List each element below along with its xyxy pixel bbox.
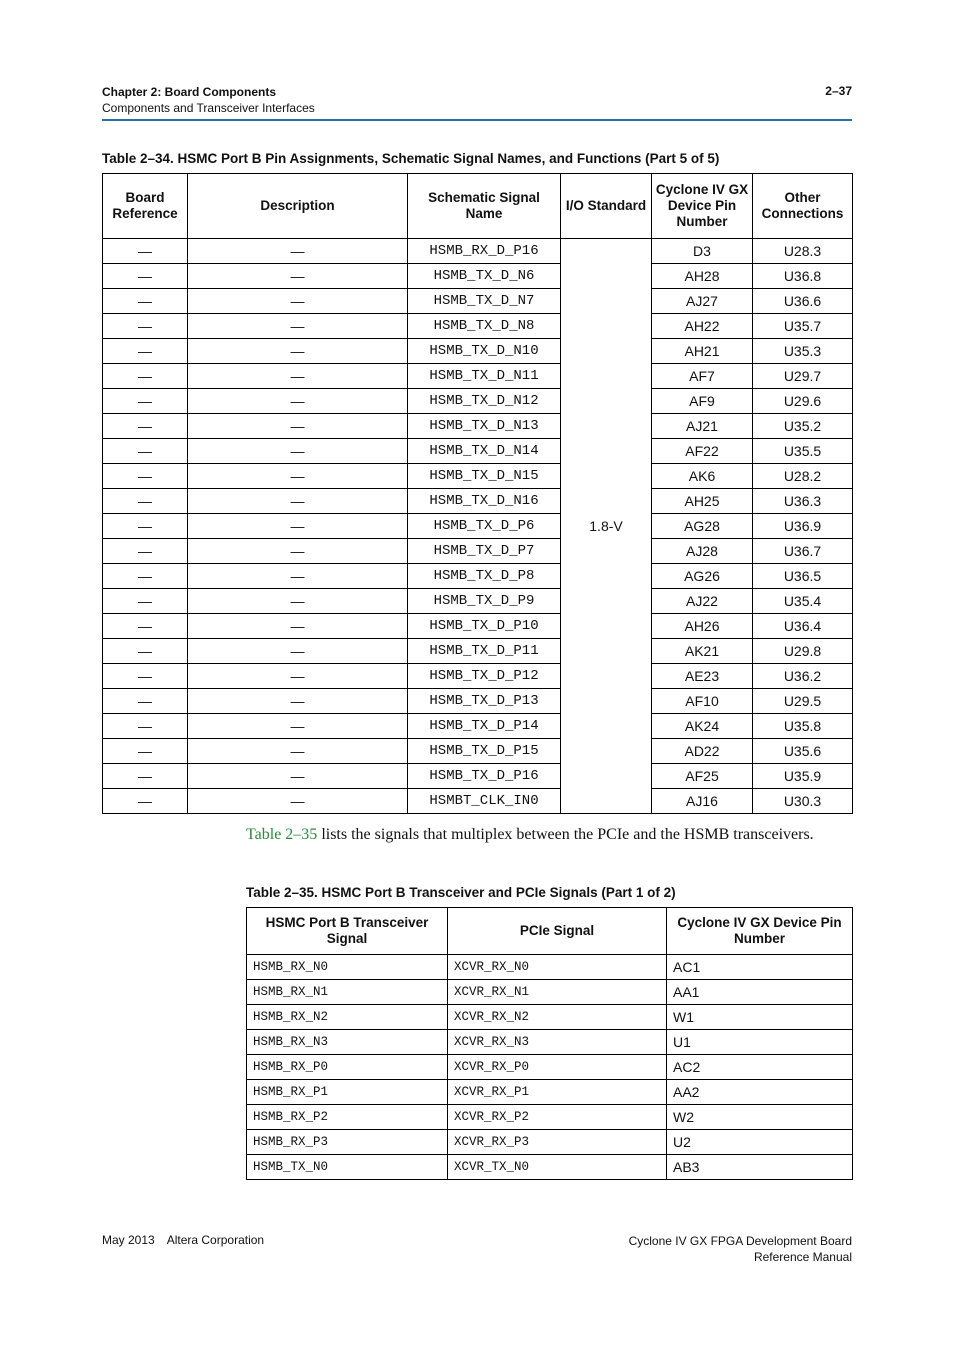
board-reference-cell: — xyxy=(103,539,188,564)
description-cell: — xyxy=(188,264,408,289)
table-row xyxy=(103,514,853,539)
other-connections-cell: U36.8 xyxy=(753,264,853,289)
description-cell: — xyxy=(188,714,408,739)
footer-right xyxy=(629,1233,852,1265)
signal-name-cell: HSMB_TX_D_P12 xyxy=(408,664,561,689)
paragraph-text: lists the signals that multiplex between the PCIe and the HSMB transceivers. xyxy=(317,826,814,843)
board-reference-cell: — xyxy=(103,264,188,289)
board-reference-cell: — xyxy=(103,314,188,339)
board-reference-cell: — xyxy=(103,589,188,614)
table-row xyxy=(247,955,853,980)
device-pin-cell: AA1 xyxy=(667,980,853,1005)
table-row xyxy=(103,464,853,489)
table1-body xyxy=(103,239,853,814)
hsmc-signal-cell: HSMB_RX_N3 xyxy=(247,1030,448,1055)
io-standard-cell: 1.8-V xyxy=(561,239,652,814)
pin-number-cell: D3 xyxy=(652,239,753,264)
other-connections-cell: U36.7 xyxy=(753,539,853,564)
other-connections-cell: U36.4 xyxy=(753,614,853,639)
pin-number-cell: AG28 xyxy=(652,514,753,539)
table-row xyxy=(247,1005,853,1030)
description-cell: — xyxy=(188,339,408,364)
table-row xyxy=(247,980,853,1005)
table-row xyxy=(103,789,853,814)
pin-number-cell: AJ28 xyxy=(652,539,753,564)
pcie-signal-cell: XCVR_RX_N3 xyxy=(448,1030,667,1055)
pcie-signal-cell: XCVR_RX_P1 xyxy=(448,1080,667,1105)
hsmc-signal-cell: HSMB_RX_N2 xyxy=(247,1005,448,1030)
col-pcie-signal: PCIe Signal xyxy=(448,908,667,955)
signal-name-cell: HSMB_TX_D_P16 xyxy=(408,764,561,789)
other-connections-cell: U29.8 xyxy=(753,639,853,664)
pin-assignments-table xyxy=(102,173,853,814)
pin-number-cell: AJ16 xyxy=(652,789,753,814)
signal-name-cell: HSMB_TX_D_N13 xyxy=(408,414,561,439)
hsmc-signal-cell: HSMB_RX_N0 xyxy=(247,955,448,980)
table-row xyxy=(103,614,853,639)
description-cell: — xyxy=(188,739,408,764)
other-connections-cell: U28.2 xyxy=(753,464,853,489)
signal-name-cell: HSMB_TX_D_P15 xyxy=(408,739,561,764)
device-pin-cell: U1 xyxy=(667,1030,853,1055)
footer-subtitle: Reference Manual xyxy=(753,1250,852,1264)
intro-paragraph xyxy=(246,824,846,845)
description-cell: — xyxy=(188,789,408,814)
table-row xyxy=(103,739,853,764)
board-reference-cell: — xyxy=(103,714,188,739)
description-cell: — xyxy=(188,364,408,389)
board-reference-cell: — xyxy=(103,364,188,389)
signal-name-cell: HSMB_TX_D_P10 xyxy=(408,614,561,639)
description-cell: — xyxy=(188,239,408,264)
description-cell: — xyxy=(188,689,408,714)
pcie-signal-cell: XCVR_RX_P3 xyxy=(448,1130,667,1155)
pin-number-cell: AJ22 xyxy=(652,589,753,614)
description-cell: — xyxy=(188,764,408,789)
hsmc-signal-cell: HSMB_RX_P2 xyxy=(247,1105,448,1130)
pcie-signal-cell: XCVR_RX_N0 xyxy=(448,955,667,980)
pin-number-cell: AH26 xyxy=(652,614,753,639)
table-row xyxy=(103,714,853,739)
board-reference-cell: — xyxy=(103,614,188,639)
other-connections-cell: U36.6 xyxy=(753,289,853,314)
description-cell: — xyxy=(188,314,408,339)
board-reference-cell: — xyxy=(103,439,188,464)
table-row xyxy=(103,289,853,314)
pin-number-cell: AJ21 xyxy=(652,414,753,439)
col-other-connections: Other Connections xyxy=(753,174,853,239)
other-connections-cell: U28.3 xyxy=(753,239,853,264)
signal-name-cell: HSMB_RX_D_P16 xyxy=(408,239,561,264)
board-reference-cell: — xyxy=(103,789,188,814)
table-row xyxy=(103,539,853,564)
description-cell: — xyxy=(188,664,408,689)
transceiver-pcie-table xyxy=(246,907,853,1180)
pcie-signal-cell: XCVR_RX_N2 xyxy=(448,1005,667,1030)
device-pin-cell: W1 xyxy=(667,1005,853,1030)
chapter-title: Chapter 2: Board Components xyxy=(102,85,277,99)
signal-name-cell: HSMB_TX_D_N15 xyxy=(408,464,561,489)
table-row xyxy=(247,1055,853,1080)
table-row xyxy=(247,1080,853,1105)
footer-company: Altera Corporation xyxy=(166,1233,265,1247)
signal-name-cell: HSMB_TX_D_N14 xyxy=(408,439,561,464)
board-reference-cell: — xyxy=(103,489,188,514)
col-hsmc-signal: HSMC Port B Transceiver Signal xyxy=(247,908,448,955)
table-row xyxy=(103,314,853,339)
other-connections-cell: U35.8 xyxy=(753,714,853,739)
signal-name-cell: HSMB_TX_D_P13 xyxy=(408,689,561,714)
header-rule xyxy=(102,119,852,121)
pin-number-cell: AF22 xyxy=(652,439,753,464)
board-reference-cell: — xyxy=(103,764,188,789)
signal-name-cell: HSMB_TX_D_N6 xyxy=(408,264,561,289)
signal-name-cell: HSMB_TX_D_P8 xyxy=(408,564,561,589)
board-reference-cell: — xyxy=(103,639,188,664)
pcie-signal-cell: XCVR_RX_P0 xyxy=(448,1055,667,1080)
pin-number-cell: AG26 xyxy=(652,564,753,589)
device-pin-cell: AA2 xyxy=(667,1080,853,1105)
pin-number-cell: AE23 xyxy=(652,664,753,689)
table-row xyxy=(103,689,853,714)
table-row xyxy=(247,1130,853,1155)
header-left xyxy=(102,84,315,116)
pin-number-cell: AH25 xyxy=(652,489,753,514)
signal-name-cell: HSMB_TX_D_P7 xyxy=(408,539,561,564)
other-connections-cell: U35.4 xyxy=(753,589,853,614)
description-cell: — xyxy=(188,439,408,464)
board-reference-cell: — xyxy=(103,289,188,314)
device-pin-cell: W2 xyxy=(667,1105,853,1130)
footer-date: May 2013 xyxy=(102,1233,155,1247)
pcie-signal-cell: XCVR_RX_P2 xyxy=(448,1105,667,1130)
board-reference-cell: — xyxy=(103,239,188,264)
other-connections-cell: U35.2 xyxy=(753,414,853,439)
col-io-standard: I/O Standard xyxy=(561,174,652,239)
table-row xyxy=(103,439,853,464)
pin-number-cell: AF9 xyxy=(652,389,753,414)
footer-title: Cyclone IV GX FPGA Development Board xyxy=(628,1234,852,1248)
pin-number-cell: AK24 xyxy=(652,714,753,739)
other-connections-cell: U35.3 xyxy=(753,339,853,364)
pin-number-cell: AH28 xyxy=(652,264,753,289)
description-cell: — xyxy=(188,389,408,414)
table-row xyxy=(247,1155,853,1180)
description-cell: — xyxy=(188,464,408,489)
other-connections-cell: U36.2 xyxy=(753,664,853,689)
device-pin-cell: AC1 xyxy=(667,955,853,980)
col-board-reference: Board Reference xyxy=(103,174,188,239)
table-row xyxy=(103,589,853,614)
pin-number-cell: AK6 xyxy=(652,464,753,489)
table-row xyxy=(103,639,853,664)
pcie-signal-cell: XCVR_RX_N1 xyxy=(448,980,667,1005)
signal-name-cell: HSMB_TX_D_N12 xyxy=(408,389,561,414)
table2-caption: Table 2–35. HSMC Port B Transceiver and PCIe Signals (Part 1 of 2) xyxy=(246,885,676,900)
table-row xyxy=(247,1105,853,1130)
pin-number-cell: AF25 xyxy=(652,764,753,789)
board-reference-cell: — xyxy=(103,339,188,364)
other-connections-cell: U36.9 xyxy=(753,514,853,539)
pin-number-cell: AF10 xyxy=(652,689,753,714)
table1-caption: Table 2–34. HSMC Port B Pin Assignments, Schematic Signal Names, and Functions (Part 5 of 5) xyxy=(102,151,720,166)
board-reference-cell: — xyxy=(103,739,188,764)
other-connections-cell: U36.5 xyxy=(753,564,853,589)
board-reference-cell: — xyxy=(103,689,188,714)
signal-name-cell: HSMB_TX_D_P9 xyxy=(408,589,561,614)
description-cell: — xyxy=(188,289,408,314)
table-row xyxy=(103,264,853,289)
hsmc-signal-cell: HSMB_RX_P1 xyxy=(247,1080,448,1105)
pcie-signal-cell: XCVR_TX_N0 xyxy=(448,1155,667,1180)
pin-number-cell: AJ27 xyxy=(652,289,753,314)
signal-name-cell: HSMB_TX_D_P6 xyxy=(408,514,561,539)
pin-number-cell: AH22 xyxy=(652,314,753,339)
table2-body xyxy=(247,955,853,1180)
table2-header-row xyxy=(247,908,853,955)
other-connections-cell: U29.6 xyxy=(753,389,853,414)
hsmc-signal-cell: HSMB_RX_N1 xyxy=(247,980,448,1005)
hsmc-signal-cell: HSMB_RX_P0 xyxy=(247,1055,448,1080)
other-connections-cell: U35.5 xyxy=(753,439,853,464)
signal-name-cell: HSMB_TX_D_N16 xyxy=(408,489,561,514)
hsmc-signal-cell: HSMB_TX_N0 xyxy=(247,1155,448,1180)
col-description: Description xyxy=(188,174,408,239)
description-cell: — xyxy=(188,414,408,439)
pin-number-cell: AH21 xyxy=(652,339,753,364)
table-row xyxy=(103,564,853,589)
table-row xyxy=(247,1030,853,1055)
hsmc-signal-cell: HSMB_RX_P3 xyxy=(247,1130,448,1155)
signal-name-cell: HSMB_TX_D_P11 xyxy=(408,639,561,664)
device-pin-cell: AB3 xyxy=(667,1155,853,1180)
col-schematic-signal: Schematic Signal Name xyxy=(408,174,561,239)
table-row xyxy=(103,389,853,414)
board-reference-cell: — xyxy=(103,664,188,689)
description-cell: — xyxy=(188,589,408,614)
pin-number-cell: AK21 xyxy=(652,639,753,664)
other-connections-cell: U29.5 xyxy=(753,689,853,714)
description-cell: — xyxy=(188,539,408,564)
signal-name-cell: HSMBT_CLK_IN0 xyxy=(408,789,561,814)
pin-number-cell: AF7 xyxy=(652,364,753,389)
description-cell: — xyxy=(188,639,408,664)
signal-name-cell: HSMB_TX_D_N11 xyxy=(408,364,561,389)
page-number: 2–37 xyxy=(825,84,852,98)
signal-name-cell: HSMB_TX_D_N10 xyxy=(408,339,561,364)
signal-name-cell: HSMB_TX_D_N8 xyxy=(408,314,561,339)
table-row xyxy=(103,764,853,789)
table-row xyxy=(103,664,853,689)
other-connections-cell: U36.3 xyxy=(753,489,853,514)
board-reference-cell: — xyxy=(103,564,188,589)
table-row xyxy=(103,414,853,439)
table-row xyxy=(103,239,853,264)
section-title: Components and Transceiver Interfaces xyxy=(102,101,315,115)
table-2-35-link[interactable]: Table 2–35 xyxy=(246,826,318,843)
table-row xyxy=(103,364,853,389)
board-reference-cell: — xyxy=(103,414,188,439)
col-device-pin: Cyclone IV GX Device Pin Number xyxy=(667,908,853,955)
board-reference-cell: — xyxy=(103,389,188,414)
other-connections-cell: U35.7 xyxy=(753,314,853,339)
other-connections-cell: U30.3 xyxy=(753,789,853,814)
board-reference-cell: — xyxy=(103,464,188,489)
description-cell: — xyxy=(188,489,408,514)
signal-name-cell: HSMB_TX_D_N7 xyxy=(408,289,561,314)
device-pin-cell: U2 xyxy=(667,1130,853,1155)
signal-name-cell: HSMB_TX_D_P14 xyxy=(408,714,561,739)
other-connections-cell: U35.6 xyxy=(753,739,853,764)
description-cell: — xyxy=(188,564,408,589)
footer-left xyxy=(102,1233,264,1247)
col-pin-number: Cyclone IV GX Device Pin Number xyxy=(652,174,753,239)
table-row xyxy=(103,339,853,364)
description-cell: — xyxy=(188,514,408,539)
description-cell: — xyxy=(188,614,408,639)
device-pin-cell: AC2 xyxy=(667,1055,853,1080)
table1-header-row xyxy=(103,174,853,239)
pin-number-cell: AD22 xyxy=(652,739,753,764)
table-row xyxy=(103,489,853,514)
board-reference-cell: — xyxy=(103,514,188,539)
other-connections-cell: U29.7 xyxy=(753,364,853,389)
other-connections-cell: U35.9 xyxy=(753,764,853,789)
